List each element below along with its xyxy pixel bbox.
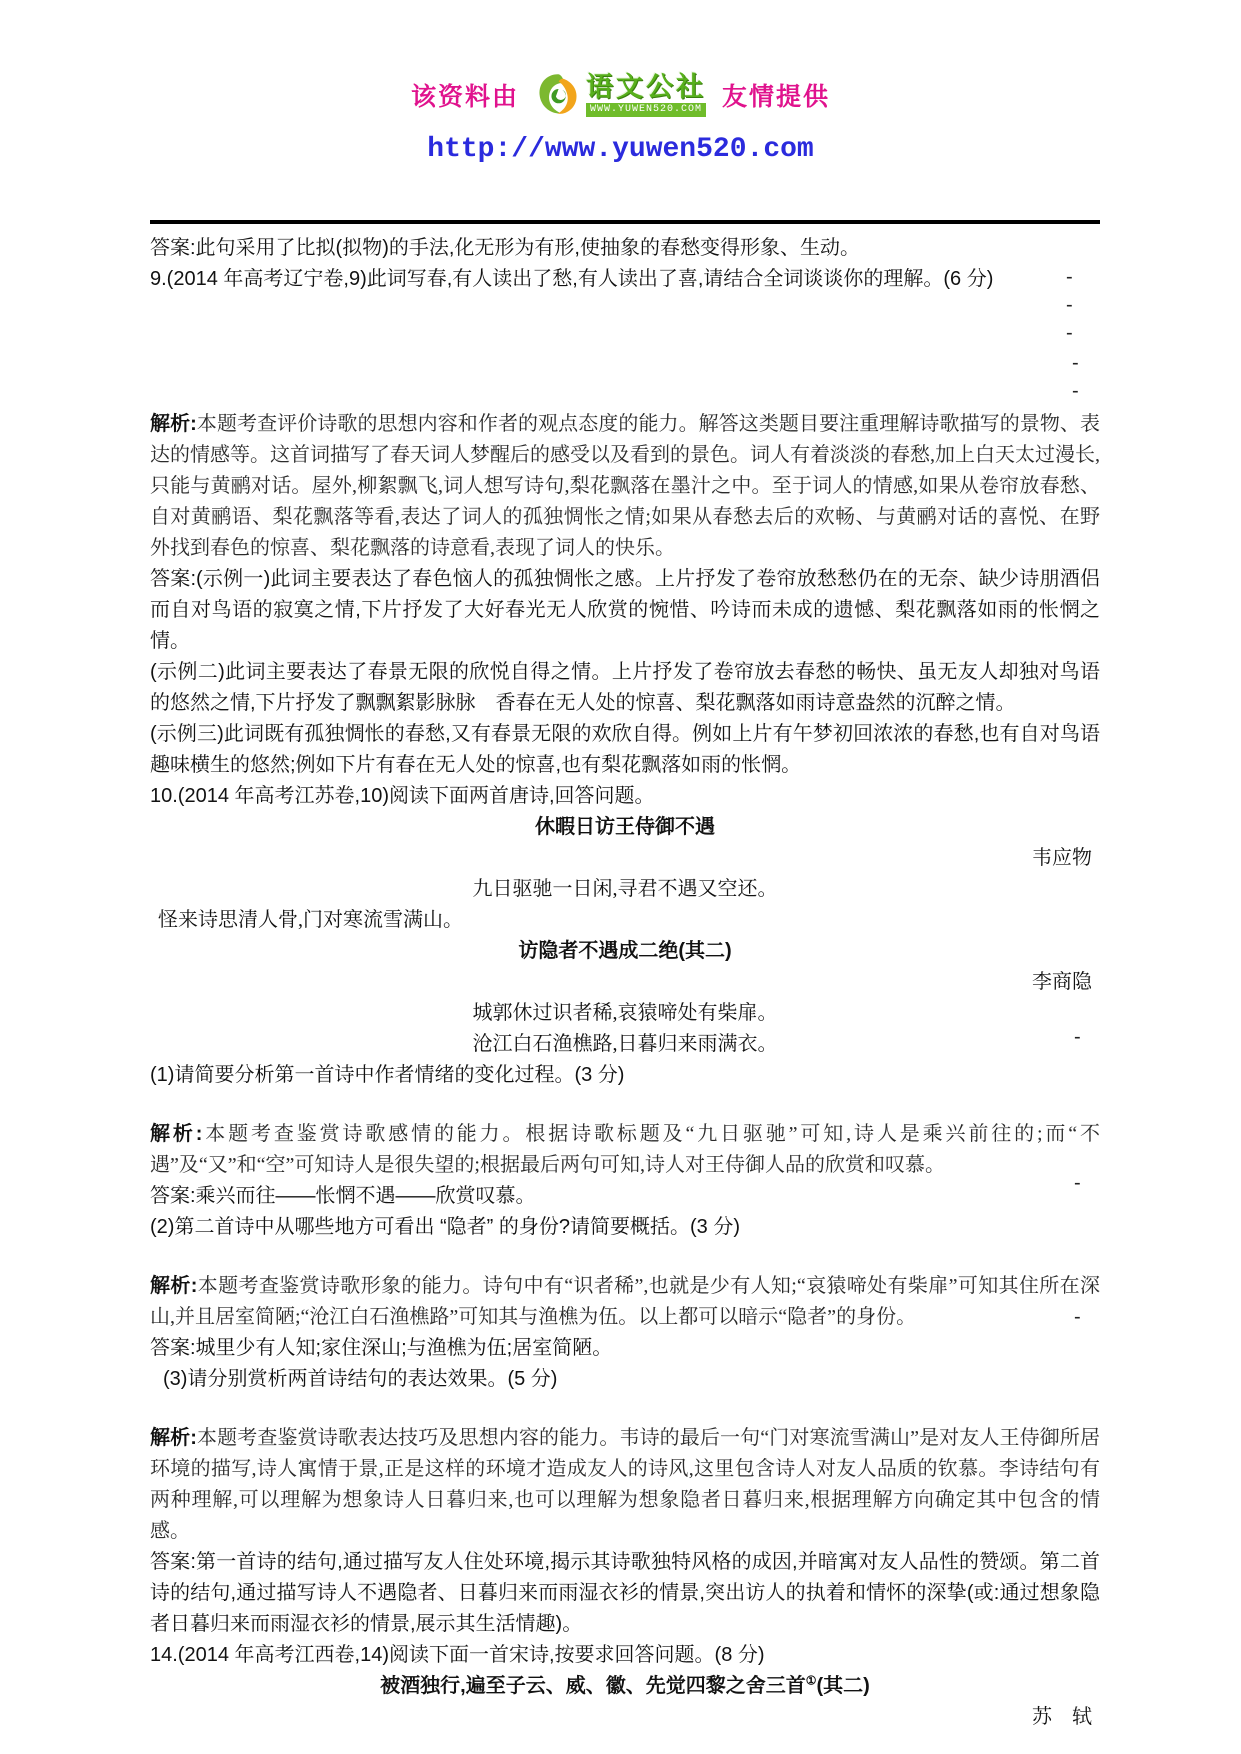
analysis-10-3: 解析:本题考查鉴赏诗歌表达技巧及思想内容的能力。韦诗的最后一句“门对寒流雪满山”是对友人王侍御所居环境的描写,诗人寓情于景,正是这样的环境才造成友人的诗风,这里包含诗人对友人品质的钦慕。李诗结句有两种理解,可以理解为想象诗人日暮归来,也可以理解为想象隐者日暮归来,根据理解方向确定其中包含的情感。 xyxy=(150,1427,1100,1542)
logo-site-strip: WWW.YUWEN520.COM xyxy=(586,103,706,117)
blank-line-dash: - xyxy=(1072,380,1079,402)
question-14: 14.(2014 年高考江西卷,14)阅读下面一首宋诗,按要求回答问题。(8 分) xyxy=(150,1644,765,1666)
blank-line-dash: - xyxy=(1074,1026,1081,1048)
question-10: 10.(2014 年高考江苏卷,10)阅读下面两首唐诗,回答问题。 xyxy=(150,785,655,807)
blank-line-dash: - xyxy=(1066,294,1073,316)
poem-author-1: 韦应物 xyxy=(1032,847,1092,869)
poem-1-line-1: 九日驱驰一日闲,寻君不遇又空还。 xyxy=(472,878,778,900)
analysis-10-2: 解析:本题考查鉴赏诗歌形象的能力。诗句中有“识者稀”,也就是少有人知;“哀猿啼处有柴扉”可知其住所在深山,并且居室简陋;“沧江白石渔樵路”可知其与渔樵为伍。以上都可以暗示“隐者”的身份。 xyxy=(150,1275,1100,1328)
question-10-3: (3)请分别赏析两首诗结句的表达效果。(5 分) xyxy=(163,1368,558,1390)
poem-author-3: 苏 轼 xyxy=(1032,1706,1092,1728)
poem-2-line-1: 城郭休过识者稀,哀猿啼处有柴扉。 xyxy=(472,1002,778,1024)
logo-name: 语文公社 xyxy=(586,71,706,102)
blank-line-dash: - xyxy=(1074,1306,1081,1328)
url-line xyxy=(0,134,1241,165)
document-body xyxy=(150,220,1100,1733)
logo-text xyxy=(586,71,706,117)
brand-line xyxy=(0,72,1241,118)
question-9: 9.(2014 年高考辽宁卷,9)此词写春,有人读出了愁,有人读出了喜,请结合全词谈谈你的理解。(6 分) xyxy=(150,268,994,290)
logo-swirl-icon xyxy=(535,72,581,118)
provided-by-prefix: 该资料由 xyxy=(410,83,519,111)
blank-answer-space xyxy=(150,295,1100,409)
blank-answer-space xyxy=(150,1395,1100,1423)
poem-title-2: 访隐者不遇成二绝(其二) xyxy=(518,940,732,962)
poem-author-2: 李商隐 xyxy=(1032,971,1092,993)
blank-answer-space xyxy=(150,1243,1100,1271)
poem-2-line-2: 沧江白石渔樵路,日暮归来雨满衣。 xyxy=(472,1033,778,1055)
poem-title-3: 被酒独行,遍至子云、威、徽、先觉四黎之舍三首①(其二) xyxy=(380,1673,870,1697)
site-url-link[interactable]: http://www.yuwen520.com xyxy=(427,134,814,165)
page-header xyxy=(0,72,1241,165)
answer-10-1: 答案:乘兴而往——怅惘不遇——欣赏叹慕。 xyxy=(150,1185,536,1207)
answer-10-2: 答案:城里少有人知;家住深山;与渔樵为伍;居室简陋。 xyxy=(150,1337,613,1359)
question-10-1: (1)请简要分析第一首诗中作者情绪的变化过程。(3 分) xyxy=(150,1064,625,1086)
poem-title-1: 休暇日访王侍御不遇 xyxy=(535,816,715,838)
blank-line-dash: - xyxy=(1066,266,1073,288)
provided-by-suffix: 友情提供 xyxy=(722,83,831,111)
blank-answer-space xyxy=(150,1091,1100,1119)
answer-q9-example1: 答案:(示例一)此词主要表达了春色恼人的孤独惆怅之感。上片抒发了卷帘放愁愁仍在的无奈、缺少诗朋酒侣而自对鸟语的寂寞之情,下片抒发了大好春光无人欣赏的惋惜、吟诗而未成的遗憾、梨花飘落如雨的怅惘之情。 xyxy=(150,568,1100,652)
analysis-q9: 解析:本题考查评价诗歌的思想内容和作者的观点态度的能力。解答这类题目要注重理解诗歌描写的景物、表达的情感等。这首词描写了春天词人梦醒后的感受以及看到的景色。词人有着淡淡的春愁,加上白天太过漫长,只能与黄鹂对话。屋外,柳絮飘飞,词人想写诗句,梨花飘落在墨汁之中。至于词人的情感,如果从卷帘放春愁、自对黄鹂语、梨花飘落等看,表达了词人的孤独惆怅之情;如果从春愁去后的欢畅、与黄鹂对话的喜悦、在野外找到春色的惊喜、梨花飘落的诗意看,表现了词人的快乐。 xyxy=(150,413,1100,559)
yuwen-logo xyxy=(535,72,706,118)
blank-line-dash: - xyxy=(1072,352,1079,374)
answer-q9-example3: (示例三)此词既有孤独惆怅的春愁,又有春景无限的欢欣自得。例如上片有午梦初回浓浓的春愁,也有自对鸟语趣味横生的悠然;例如下片有春在无人处的惊喜,也有梨花飘落如雨的怅惘。 xyxy=(150,723,1100,776)
analysis-10-1: 解析:本题考查鉴赏诗歌感情的能力。根据诗歌标题及“九日驱驰”可知,诗人是乘兴前往的;而“不遇”及“又”和“空”可知诗人是很失望的;根据最后两句可知,诗人对王侍御人品的欣赏和叹慕。 xyxy=(150,1123,1101,1176)
question-10-2: (2)第二首诗中从哪些地方可看出 “隐者” 的身份?请简要概括。(3 分) xyxy=(150,1216,740,1238)
answer-q8: 答案:此句采用了比拟(拟物)的手法,化无形为有形,使抽象的春愁变得形象、生动。 xyxy=(150,237,860,259)
section-divider-rule xyxy=(150,220,1100,224)
blank-line-dash: - xyxy=(1074,1172,1081,1194)
poem-1-line-2: 怪来诗思清人骨,门对寒流雪满山。 xyxy=(158,909,463,931)
answer-10-3: 答案:第一首诗的结句,通过描写友人住处环境,揭示其诗歌独特风格的成因,并暗寓对友人品性的赞颂。第二首诗的结句,通过描写诗人不遇隐者、日暮归来而雨湿衣衫的情景,突出访人的执着和情怀的深挚(或:通过想象隐者日暮归来而雨湿衣衫的情景,展示其生活情趣)。 xyxy=(150,1551,1100,1635)
answer-q9-example2: (示例二)此词主要表达了春景无限的欣悦自得之情。上片抒发了卷帘放去春愁的畅快、虽无友人却独对鸟语的悠然之情,下片抒发了飘飘絮影脉脉 香春在无人处的惊喜、梨花飘落如雨诗意盎然的沉醉之情。 xyxy=(150,661,1100,714)
blank-line-dash: - xyxy=(1066,322,1073,344)
